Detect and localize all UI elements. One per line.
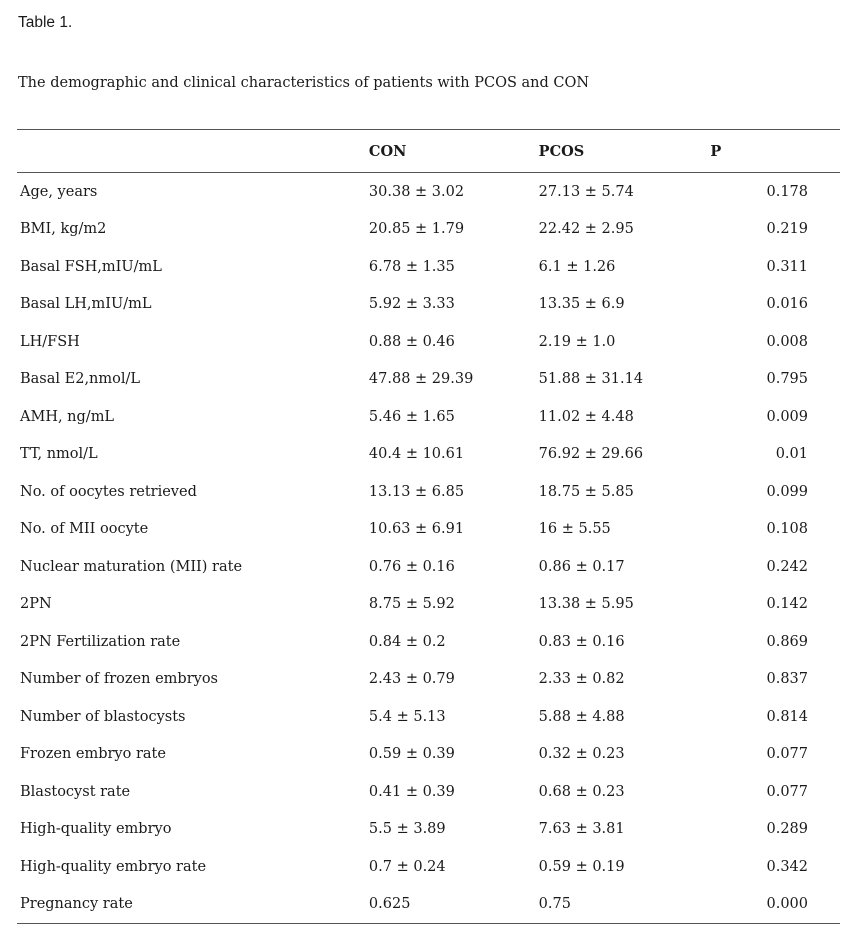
cell-con: 2.43 ± 0.79 — [368, 671, 455, 688]
table-row — [17, 661, 840, 699]
cell-p-value: 0.01 — [775, 446, 808, 463]
cell-p-value: 0.000 — [766, 896, 808, 913]
row-label: 2PN — [20, 596, 52, 613]
table-row — [17, 548, 840, 586]
table-row — [17, 361, 840, 399]
cell-p-value: 0.009 — [766, 408, 808, 425]
cell-con: 47.88 ± 29.39 — [368, 371, 474, 388]
cell-con: 40.4 ± 10.61 — [368, 446, 465, 463]
table-row — [17, 586, 840, 624]
cell-p-value: 0.178 — [766, 183, 808, 200]
cell-pcos: 13.35 ± 6.9 — [538, 296, 625, 313]
cell-pcos: 0.68 ± 0.23 — [538, 783, 625, 800]
row-label: Age, years — [20, 183, 98, 200]
table-row — [17, 698, 840, 736]
cell-con: 5.46 ± 1.65 — [368, 408, 455, 425]
cell-pcos: 7.63 ± 3.81 — [538, 821, 625, 838]
cell-p-value: 0.289 — [766, 821, 808, 838]
cell-con: 5.5 ± 3.89 — [368, 821, 446, 838]
table-row — [17, 173, 840, 211]
cell-pcos: 2.33 ± 0.82 — [538, 671, 625, 688]
header-con: CON — [368, 142, 407, 160]
cell-p-value: 0.108 — [766, 521, 808, 538]
cell-con: 0.88 ± 0.46 — [368, 333, 455, 350]
cell-p-value: 0.142 — [766, 596, 808, 613]
cell-con: 30.38 ± 3.02 — [368, 183, 465, 200]
table-row — [17, 248, 840, 286]
row-label: High-quality embryo — [20, 821, 172, 838]
header-pcos: PCOS — [538, 142, 585, 160]
cell-con: 20.85 ± 1.79 — [368, 221, 465, 238]
row-label: No. of MII oocyte — [20, 521, 149, 538]
cell-con: 0.76 ± 0.16 — [368, 558, 455, 575]
cell-pcos: 0.75 — [538, 896, 571, 913]
cell-con: 0.59 ± 0.39 — [368, 746, 455, 763]
cell-con: 0.84 ± 0.2 — [368, 633, 446, 650]
cell-con: 5.92 ± 3.33 — [368, 296, 455, 313]
row-label: Number of frozen embryos — [20, 671, 218, 688]
table-row — [17, 886, 840, 924]
row-label: Number of blastocysts — [20, 708, 186, 725]
table-label: Table 1. — [18, 14, 73, 31]
table-caption: The demographic and clinical characteristics of patients with PCOS and CON — [18, 75, 590, 91]
cell-con: 6.78 ± 1.35 — [368, 258, 455, 275]
cell-p-value: 0.099 — [766, 483, 808, 500]
cell-con: 8.75 ± 5.92 — [368, 596, 455, 613]
table-row — [17, 473, 840, 511]
row-label: High-quality embryo rate — [20, 858, 207, 875]
cell-pcos: 6.1 ± 1.26 — [538, 258, 616, 275]
table-row — [17, 848, 840, 886]
row-label: BMI, kg/m2 — [20, 221, 107, 238]
cell-pcos: 13.38 ± 5.95 — [538, 596, 634, 613]
cell-pcos: 18.75 ± 5.85 — [538, 483, 634, 500]
row-label: Basal FSH,mIU/mL — [20, 258, 162, 275]
cell-p-value: 0.016 — [766, 296, 808, 313]
cell-p-value: 0.311 — [766, 258, 808, 275]
table-row — [17, 736, 840, 774]
cell-pcos: 0.83 ± 0.16 — [538, 633, 625, 650]
cell-p-value: 0.795 — [766, 371, 808, 388]
cell-p-value: 0.077 — [766, 783, 808, 800]
row-label: Blastocyst rate — [20, 783, 131, 800]
header-variable — [17, 130, 369, 173]
row-label: No. of oocytes retrieved — [20, 483, 197, 500]
cell-con: 5.4 ± 5.13 — [368, 708, 446, 725]
row-label: LH/FSH — [20, 333, 80, 350]
row-label: Pregnancy rate — [20, 896, 133, 913]
cell-p-value: 0.869 — [766, 633, 808, 650]
cell-con: 10.63 ± 6.91 — [368, 521, 465, 538]
data-table-container — [17, 129, 840, 924]
header-p — [708, 130, 840, 173]
characteristics-table — [17, 129, 840, 924]
cell-p-value: 0.219 — [766, 221, 808, 238]
cell-con: 0.7 ± 0.24 — [368, 858, 446, 875]
row-label: Basal E2,nmol/L — [20, 371, 141, 388]
cell-con: 0.625 — [368, 896, 411, 913]
row-label: AMH, ng/mL — [20, 408, 115, 425]
table-row — [17, 811, 840, 849]
table-row — [17, 623, 840, 661]
table-row — [17, 323, 840, 361]
table-header-row — [17, 130, 840, 173]
cell-pcos: 16 ± 5.55 — [538, 521, 611, 538]
row-label: TT, nmol/L — [20, 446, 98, 463]
table-row — [17, 286, 840, 324]
cell-pcos: 5.88 ± 4.88 — [538, 708, 625, 725]
cell-pcos: 27.13 ± 5.74 — [538, 183, 634, 200]
cell-con: 13.13 ± 6.85 — [368, 483, 465, 500]
cell-p-value: 0.837 — [766, 671, 808, 688]
cell-pcos: 22.42 ± 2.95 — [538, 221, 634, 238]
row-label: Frozen embryo rate — [20, 746, 166, 763]
cell-con: 0.41 ± 0.39 — [368, 783, 455, 800]
cell-pcos: 0.59 ± 0.19 — [538, 858, 625, 875]
table-row — [17, 773, 840, 811]
row-label: Nuclear maturation (MII) rate — [20, 558, 243, 575]
header-p-label: P — [710, 142, 722, 160]
cell-p-value: 0.242 — [766, 558, 808, 575]
table-row — [17, 511, 840, 549]
cell-p-value: 0.077 — [766, 746, 808, 763]
row-label: 2PN Fertilization rate — [20, 633, 181, 650]
cell-pcos: 76.92 ± 29.66 — [538, 446, 644, 463]
cell-p-value: 0.814 — [766, 708, 808, 725]
row-label: Basal LH,mIU/mL — [20, 296, 152, 313]
table-row — [17, 211, 840, 249]
cell-pcos: 2.19 ± 1.0 — [538, 333, 616, 350]
cell-p-value: 0.342 — [766, 858, 808, 875]
table-body — [17, 173, 840, 924]
cell-pcos: 0.32 ± 0.23 — [538, 746, 625, 763]
cell-pcos: 51.88 ± 31.14 — [538, 371, 644, 388]
cell-p-value: 0.008 — [766, 333, 808, 350]
table-row — [17, 436, 840, 474]
cell-pcos: 11.02 ± 4.48 — [538, 408, 634, 425]
cell-pcos: 0.86 ± 0.17 — [538, 558, 625, 575]
table-row — [17, 398, 840, 436]
